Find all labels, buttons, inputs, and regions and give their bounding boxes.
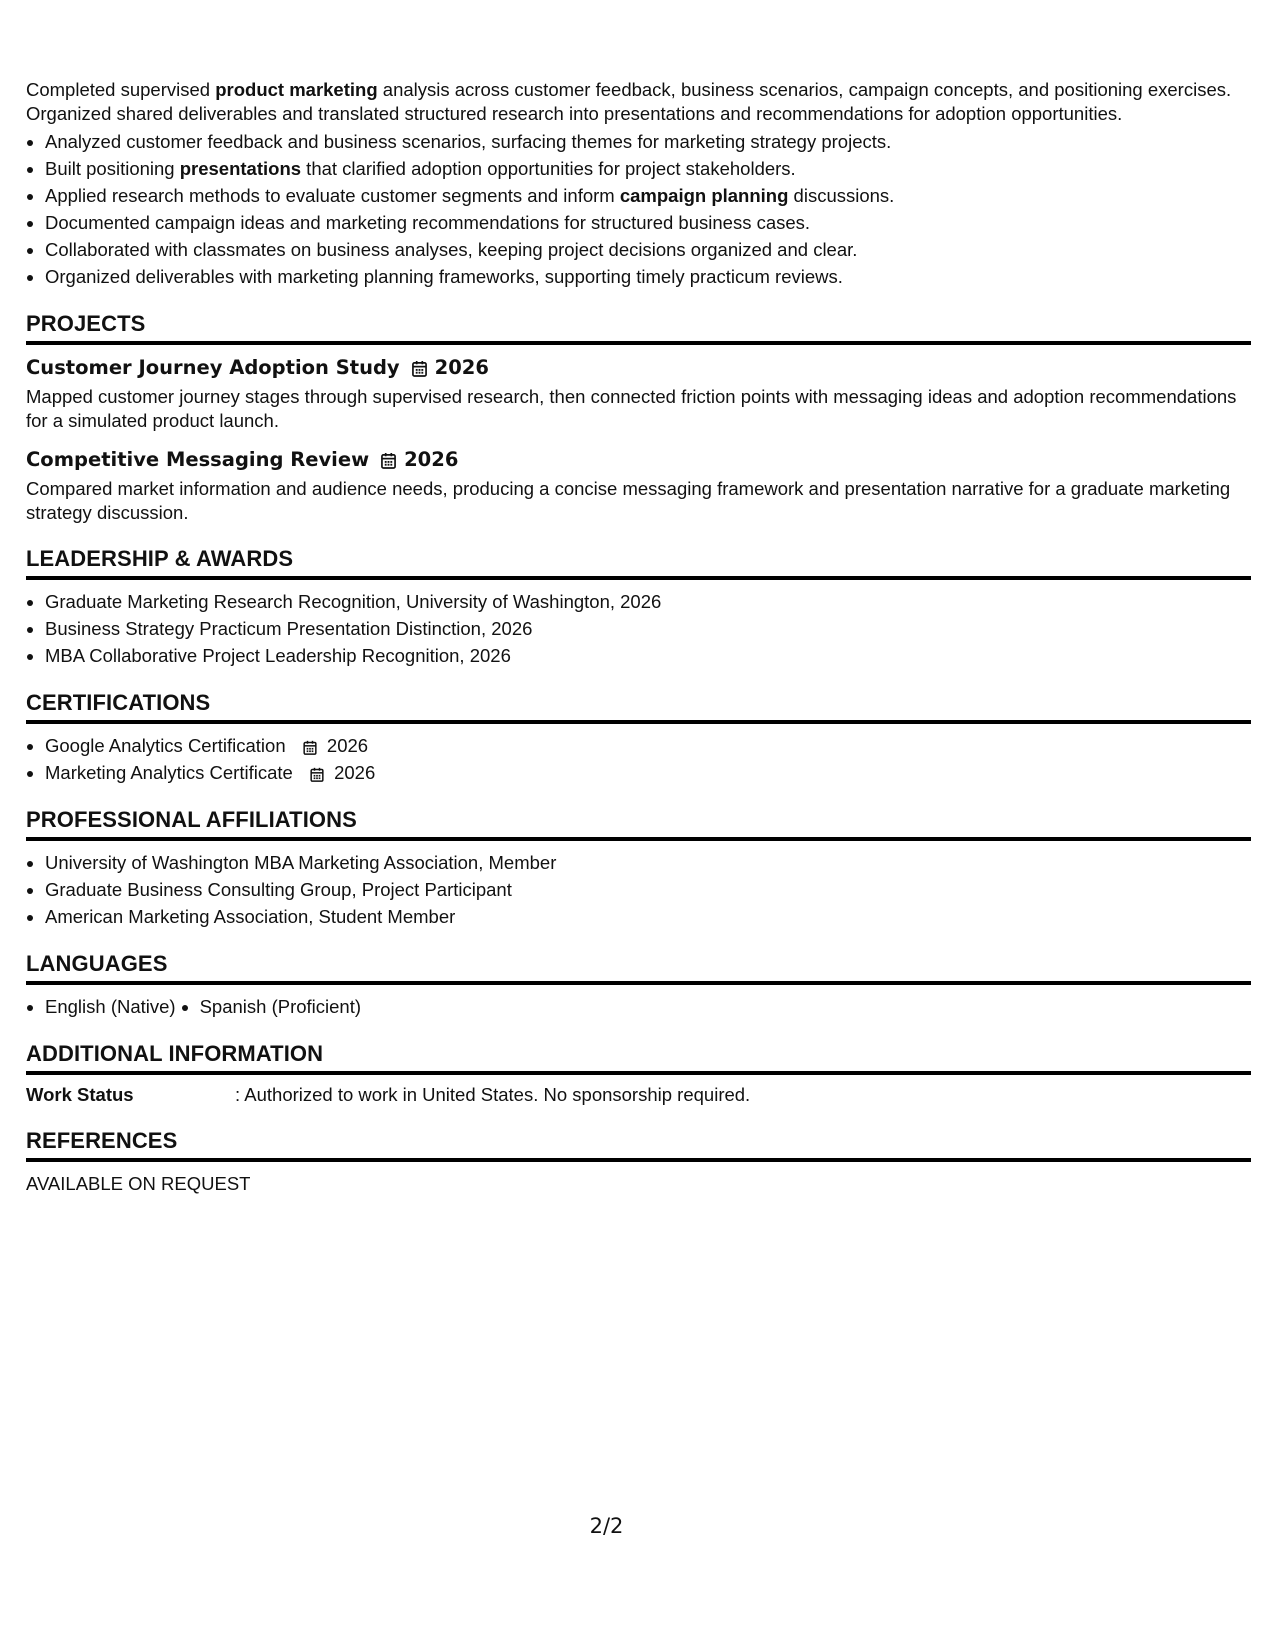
list-item: • Graduate Business Consulting Group, Project Participant: [45, 876, 1251, 903]
page-number: 2/2: [589, 1514, 624, 1538]
calendar-icon: [381, 452, 396, 469]
project-year: 2026: [434, 356, 489, 379]
section-title-references: REFERENCES: [26, 1127, 1251, 1162]
calendar-icon: [303, 740, 317, 755]
project-name: Customer Journey Adoption Study: [26, 356, 400, 379]
project-entry: [26, 447, 1251, 525]
bullet-keyword: campaign planning: [619, 185, 789, 206]
list-item: • Graduate Marketing Research Recognition, University of Washington, 2026: [45, 588, 1251, 615]
certification-year: 2026: [334, 762, 376, 783]
project-heading: [26, 447, 1251, 473]
list-item: • American Marketing Association, Student Member: [45, 903, 1251, 930]
summary-keyword: product marketing: [215, 79, 378, 100]
project-heading: [26, 355, 1251, 381]
list-item: [45, 236, 1251, 263]
bullet-text: Collaborated with classmates on business analyses, keeping project decisions organized and clear.: [45, 239, 858, 260]
bullet-text: Documented campaign ideas and marketing recommendations for structured business cases.: [45, 212, 811, 233]
bullet-text: Built positioning: [45, 158, 180, 179]
section-title-leadership: LEADERSHIP & AWARDS: [26, 545, 1251, 580]
section-title-projects: PROJECTS: [26, 310, 1251, 345]
certification-name: Google Analytics Certification: [45, 735, 286, 756]
work-status-row: [26, 1083, 1251, 1107]
references-text: AVAILABLE ON REQUEST: [26, 1173, 251, 1194]
bullet-text: Analyzed customer feedback and business scenarios, surfacing themes for marketing strategy projects.: [45, 131, 892, 152]
list-item: • University of Washington MBA Marketing Association, Member: [45, 849, 1251, 876]
list-item: [45, 263, 1251, 290]
affiliations-list: [26, 849, 1251, 930]
experience-summary: [26, 78, 1251, 126]
list-item: [45, 759, 1251, 786]
resume-page: [26, 78, 1251, 1196]
section-title-affiliations: PROFESSIONAL AFFILIATIONS: [26, 806, 1251, 841]
calendar-icon: [412, 360, 427, 377]
section-title-languages: LANGUAGES: [26, 950, 1251, 985]
work-status-value: : Authorized to work in United States. No sponsorship required.: [235, 1084, 751, 1105]
project-description: Mapped customer journey stages through supervised research, then connected friction points with messaging ideas and adoption recommendations for a simulated product launch.: [26, 386, 1237, 431]
list-item: [45, 182, 1251, 209]
leadership-list: [26, 588, 1251, 669]
list-item: [45, 155, 1251, 182]
section-title-additional: ADDITIONAL INFORMATION: [26, 1040, 1251, 1075]
project-name: Competitive Messaging Review: [26, 448, 370, 471]
experience-bullets: [26, 128, 1251, 290]
summary-text: analysis across customer feedback, business scenarios, campaign concepts, and positioning exercises. Organized shared deliverables and translated structured research into presentations and recommendations for adoption opportunities.: [26, 79, 1232, 124]
languages-list: [26, 993, 1251, 1020]
certification-year: 2026: [326, 735, 369, 756]
list-item: • English (Native): [45, 993, 176, 1020]
list-item: • MBA Collaborative Project Leadership Recognition, 2026: [45, 642, 1251, 669]
list-item: [45, 128, 1251, 155]
calendar-icon: [310, 767, 324, 782]
certifications-list: [26, 732, 1251, 786]
certification-name: Marketing Analytics Certificate: [45, 762, 293, 783]
project-description: Compared market information and audience needs, producing a concise messaging framework and presentation narrative for a graduate marketing strategy discussion.: [26, 478, 1231, 523]
list-item: • Spanish (Proficient): [200, 993, 361, 1020]
list-item: [45, 732, 1251, 759]
section-title-certifications: CERTIFICATIONS: [26, 689, 1251, 724]
project-entry: [26, 355, 1251, 433]
work-status-label: Work Status: [26, 1084, 134, 1105]
bullet-text: discussions.: [788, 185, 895, 206]
project-year: 2026: [404, 448, 459, 471]
list-item: • Business Strategy Practicum Presentation Distinction, 2026: [45, 615, 1251, 642]
bullet-text: Organized deliverables with marketing planning frameworks, supporting timely practicum reviews.: [45, 266, 843, 287]
bullet-text: Applied research methods to evaluate customer segments and inform: [45, 185, 620, 206]
summary-text: Completed supervised: [26, 79, 216, 100]
bullet-text: that clarified adoption opportunities for project stakeholders.: [301, 158, 796, 179]
bullet-keyword: presentations: [179, 158, 302, 179]
list-item: [45, 209, 1251, 236]
